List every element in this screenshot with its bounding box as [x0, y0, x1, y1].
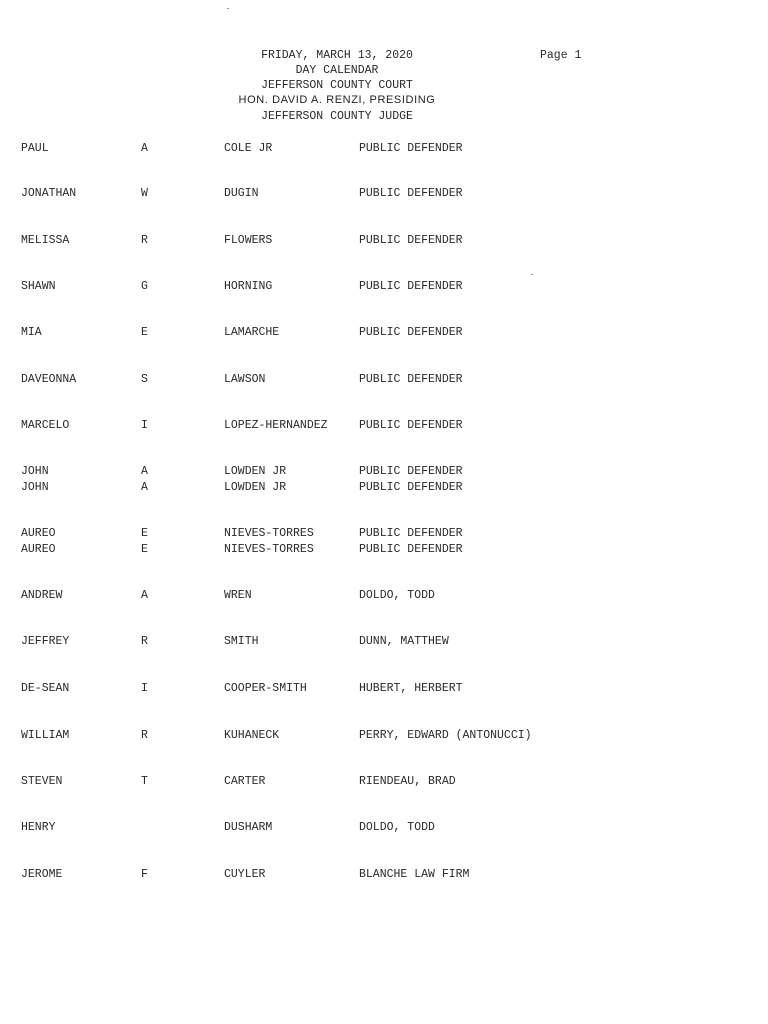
presiding-judge: HON. DAVID A. RENZI, PRESIDING	[238, 94, 436, 106]
calendar-entry-row	[0, 588, 768, 604]
attorney-name: PUBLIC DEFENDER	[359, 465, 463, 478]
defendant-middle-initial: I	[141, 682, 148, 695]
defendant-first-name: DE-SEAN	[21, 682, 70, 695]
defendant-first-name: MARCELO	[21, 419, 70, 432]
defendant-middle-initial: A	[141, 481, 148, 494]
attorney-name: PUBLIC DEFENDER	[359, 373, 463, 386]
defendant-last-name: LAMARCHE	[224, 326, 280, 339]
defendant-middle-initial: W	[141, 187, 148, 200]
calendar-entry-row	[0, 279, 768, 295]
defendant-middle-initial: E	[141, 543, 148, 556]
page-number: Page 1	[540, 49, 582, 62]
calendar-entry-row	[0, 186, 768, 202]
attorney-name: PUBLIC DEFENDER	[359, 326, 463, 339]
defendant-last-name: SMITH	[224, 635, 259, 648]
defendant-last-name: COLE JR	[224, 142, 273, 155]
calendar-entry-row	[0, 820, 768, 836]
attorney-name: PUBLIC DEFENDER	[359, 187, 463, 200]
defendant-first-name: JEFFREY	[21, 635, 70, 648]
defendant-first-name: JOHN	[21, 465, 49, 478]
defendant-last-name: WREN	[224, 589, 252, 602]
calendar-entry-row	[0, 542, 768, 558]
defendant-first-name: SHAWN	[21, 280, 56, 293]
calendar-entry-row	[0, 233, 768, 249]
attorney-name: PUBLIC DEFENDER	[359, 142, 463, 155]
defendant-last-name: COOPER-SMITH	[224, 682, 307, 695]
defendant-middle-initial: A	[141, 142, 148, 155]
defendant-first-name: AUREO	[21, 527, 56, 540]
defendant-middle-initial: S	[141, 373, 148, 386]
defendant-last-name: LOWDEN JR	[224, 481, 287, 494]
defendant-middle-initial: G	[141, 280, 148, 293]
defendant-first-name: MIA	[21, 326, 42, 339]
defendant-first-name: JONATHAN	[21, 187, 77, 200]
defendant-first-name: MELISSA	[21, 234, 70, 247]
defendant-first-name: WILLIAM	[21, 729, 70, 742]
defendant-last-name: LOPEZ-HERNANDEZ	[224, 419, 328, 432]
attorney-name: BLANCHE LAW FIRM	[359, 868, 470, 881]
attorney-name: PUBLIC DEFENDER	[359, 419, 463, 432]
attorney-name: RIENDEAU, BRAD	[359, 775, 456, 788]
scan-speck	[227, 8, 229, 9]
defendant-middle-initial: R	[141, 729, 148, 742]
defendant-first-name: STEVEN	[21, 775, 63, 788]
defendant-last-name: KUHANECK	[224, 729, 280, 742]
defendant-last-name: DUSHARM	[224, 821, 273, 834]
date-line: FRIDAY, MARCH 13, 2020	[261, 49, 413, 62]
defendant-last-name: CARTER	[224, 775, 266, 788]
calendar-entry-row	[0, 526, 768, 542]
defendant-middle-initial: R	[141, 635, 148, 648]
defendant-middle-initial: A	[141, 465, 148, 478]
defendant-last-name: NIEVES-TORRES	[224, 527, 314, 540]
defendant-first-name: ANDREW	[21, 589, 63, 602]
defendant-middle-initial: F	[141, 868, 148, 881]
defendant-last-name: NIEVES-TORRES	[224, 543, 314, 556]
calendar-entry-row	[0, 774, 768, 790]
attorney-name: DUNN, MATTHEW	[359, 635, 449, 648]
calendar-entry-row	[0, 141, 768, 157]
court-name: JEFFERSON COUNTY COURT	[261, 79, 413, 92]
calendar-entry-row	[0, 634, 768, 650]
calendar-entry-row	[0, 372, 768, 388]
attorney-name: PUBLIC DEFENDER	[359, 280, 463, 293]
defendant-first-name: HENRY	[21, 821, 56, 834]
defendant-first-name: JEROME	[21, 868, 63, 881]
calendar-entry-row	[0, 867, 768, 883]
defendant-middle-initial: I	[141, 419, 148, 432]
calendar-entry-row	[0, 418, 768, 434]
attorney-name: DOLDO, TODD	[359, 589, 435, 602]
defendant-middle-initial: A	[141, 589, 148, 602]
judge-title: JEFFERSON COUNTY JUDGE	[261, 110, 413, 123]
defendant-last-name: FLOWERS	[224, 234, 273, 247]
calendar-type: DAY CALENDAR	[295, 64, 379, 77]
scan-speck	[531, 274, 533, 275]
defendant-first-name: PAUL	[21, 142, 49, 155]
attorney-name: PUBLIC DEFENDER	[359, 481, 463, 494]
calendar-entry-row	[0, 325, 768, 341]
attorney-name: PUBLIC DEFENDER	[359, 234, 463, 247]
calendar-entry-row	[0, 728, 768, 744]
attorney-name: PERRY, EDWARD (ANTONUCCI)	[359, 729, 532, 742]
defendant-last-name: LAWSON	[224, 373, 266, 386]
attorney-name: PUBLIC DEFENDER	[359, 543, 463, 556]
defendant-last-name: HORNING	[224, 280, 273, 293]
calendar-entry-row	[0, 480, 768, 496]
calendar-entry-row	[0, 681, 768, 697]
defendant-first-name: AUREO	[21, 543, 56, 556]
attorney-name: PUBLIC DEFENDER	[359, 527, 463, 540]
calendar-entry-row	[0, 464, 768, 480]
defendant-last-name: DUGIN	[224, 187, 259, 200]
defendant-middle-initial: E	[141, 326, 148, 339]
defendant-first-name: JOHN	[21, 481, 49, 494]
attorney-name: DOLDO, TODD	[359, 821, 435, 834]
defendant-middle-initial: T	[141, 775, 148, 788]
defendant-last-name: LOWDEN JR	[224, 465, 287, 478]
attorney-name: HUBERT, HERBERT	[359, 682, 463, 695]
defendant-middle-initial: R	[141, 234, 148, 247]
defendant-last-name: CUYLER	[224, 868, 266, 881]
defendant-middle-initial: E	[141, 527, 148, 540]
defendant-first-name: DAVEONNA	[21, 373, 77, 386]
